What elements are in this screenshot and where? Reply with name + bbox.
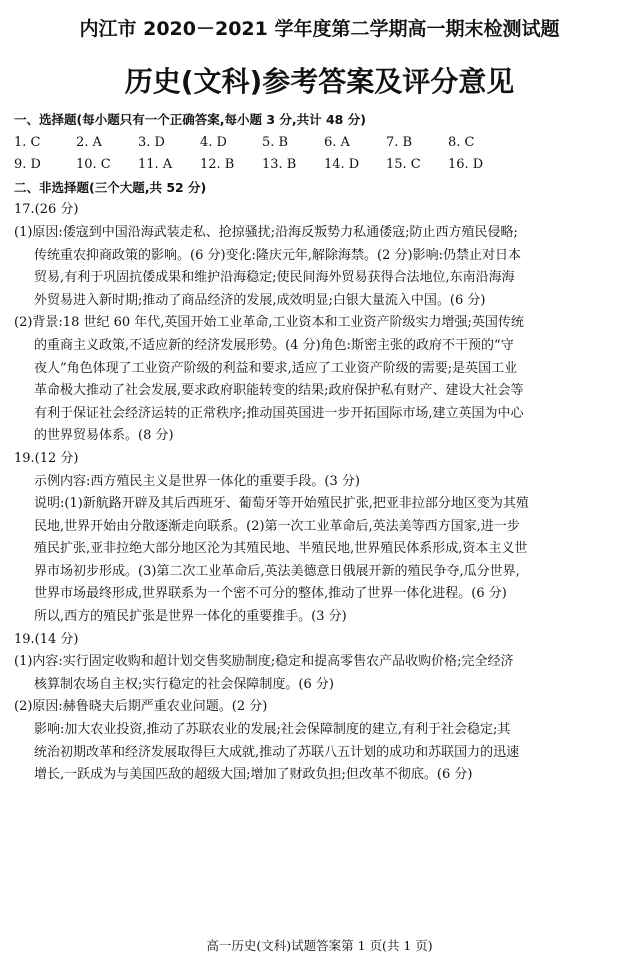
q17-part2-line: 的重商主义政策,不适应新的经济发展形势。(4 分)角色:斯密主张的政府不干预的“守 (34, 337, 514, 353)
q19a-line: 殖民扩张,亚非拉绝大部分地区沦为其殖民地、半殖民地,世界殖民体系形成,资本主义世 (34, 541, 528, 557)
q19a-line: 民地,世界开始由分散逐渐走向联系。(2)第一次工业革命后,英法美等西方国家,进一步 (34, 518, 520, 534)
mcq-answer: 9. D (14, 157, 41, 173)
q19a-line: 示例内容:西方殖民主义是世界一体化的重要手段。(3 分) (34, 473, 360, 489)
mcq-answer: 3. D (138, 134, 165, 150)
mcq-answer: 10. C (76, 157, 111, 173)
q17-label: 17.(26 分) (14, 202, 79, 218)
q19b-part1-line: 核算制农场自主权;实行稳定的社会保障制度。(6 分) (34, 676, 334, 692)
section2-heading: 二、非选择题(三个大题,共 52 分) (14, 179, 207, 195)
mcq-answer: 6. A (324, 134, 350, 150)
q17-part2-line: 有利于保证社会经济运转的正常秩序;推动国英国进一步开拓国际市场,建立英国为中心 (34, 405, 524, 421)
q19a-line: 世界市场最终形成,世界联系为一个密不可分的整体,推动了世界一体化进程。(6 分) (34, 586, 507, 602)
mcq-row-2 (14, 154, 628, 177)
mcq-answer: 11. A (138, 157, 173, 173)
q19b-part2-line: 影响:加大农业投资,推动了苏联农业的发展;社会保障制度的建立,有利于社会稳定;其 (34, 722, 511, 738)
mcq-answer: 2. A (76, 134, 102, 150)
q19b-part1-line: (1)内容:实行固定收购和超计划交售奖励制度;稳定和提高零售农产品收购价格;完全经济 (14, 654, 514, 670)
q19a-line: 所以,西方的殖民扩张是世界一体化的重要推手。(3 分) (34, 609, 347, 625)
mcq-answer: 4. D (200, 134, 227, 150)
mcq-answer: 12. B (200, 157, 235, 173)
mcq-answer: 7. B (386, 134, 413, 150)
q19b-label: 19.(14 分) (14, 631, 79, 647)
q19a-line: 说明:(1)新航路开辟及其后西班牙、葡萄牙等开始殖民扩张,把亚非拉部分地区变为其殖 (34, 496, 529, 512)
q19b-part2-line: 增长,一跃成为与美国匹敌的超级大国;增加了财政负担;但改革不彻底。(6 分) (34, 767, 473, 783)
mcq-answer: 16. D (448, 157, 484, 173)
document-subtitle: 历史(文科)参考答案及评分意见 (124, 65, 515, 98)
q19b-part2-line: 统治初期改革和经济发展取得巨大成就,推动了苏联八五计划的成功和苏联国力的迅速 (34, 744, 520, 760)
mcq-answer: 13. B (262, 157, 297, 173)
q17-part1-line: 传统重农抑商政策的影响。(6 分)变化:隆庆元年,解除海禁。(2 分)影响:仍禁止对日本 (34, 247, 521, 263)
page-footer: 高一历史(文科)试题答案第 1 页(共 1 页) (206, 938, 433, 953)
answer-content (14, 109, 628, 787)
mcq-row-1 (14, 132, 628, 155)
q17-part1-line: 外贸易进入新时期;推动了商品经济的发展,成效明显;白银大量流入中国。(6 分) (34, 292, 486, 308)
q19a-line: 界市场初步形成。(3)第二次工业革命后,英法美德意日俄展开新的殖民争夺,瓜分世界, (34, 563, 520, 579)
mcq-answer: 1. C (14, 134, 41, 150)
mcq-answer: 8. C (448, 134, 475, 150)
mcq-answer: 15. C (386, 157, 421, 173)
q19a-label: 19.(12 分) (14, 450, 79, 466)
q17-part2-line: (2)背景:18 世纪 60 年代,英国开始工业革命,工业资本和工业资产阶级实力增强;英国传统 (14, 315, 524, 331)
q19b-part2-line: (2)原因:赫鲁晓夫后期严重农业问题。(2 分) (14, 699, 268, 715)
q17-part1-line: (1)原因:倭寇到中国沿海武装走私、抢掠骚扰;沿海反叛势力私通倭寇;防止西方殖民侵略; (14, 224, 518, 240)
q17-part2-line: 革命极大推动了社会发展,要求政府职能转变的结果;政府保护私有财产、建设大社会等 (34, 383, 524, 399)
document-title: 内江市 2020－2021 学年度第二学期高一期末检测试题 (79, 18, 560, 40)
mcq-answer: 5. B (262, 134, 289, 150)
q17-part1-line: 贸易,有利于巩固抗倭成果和维护沿海稳定;使民间海外贸易获得合法地位,东南沿海海 (34, 270, 515, 286)
section1-heading: 一、选择题(每小题只有一个正确答案,每小题 3 分,共计 48 分) (14, 112, 366, 127)
q17-part2-line: 的世界贸易体系。(8 分) (34, 428, 174, 444)
q17-part2-line: 夜人”角色体现了工业资产阶级的利益和要求,适应了工业资产阶级的需要;是英国工业 (34, 360, 518, 376)
mcq-answer: 14. D (324, 157, 360, 173)
